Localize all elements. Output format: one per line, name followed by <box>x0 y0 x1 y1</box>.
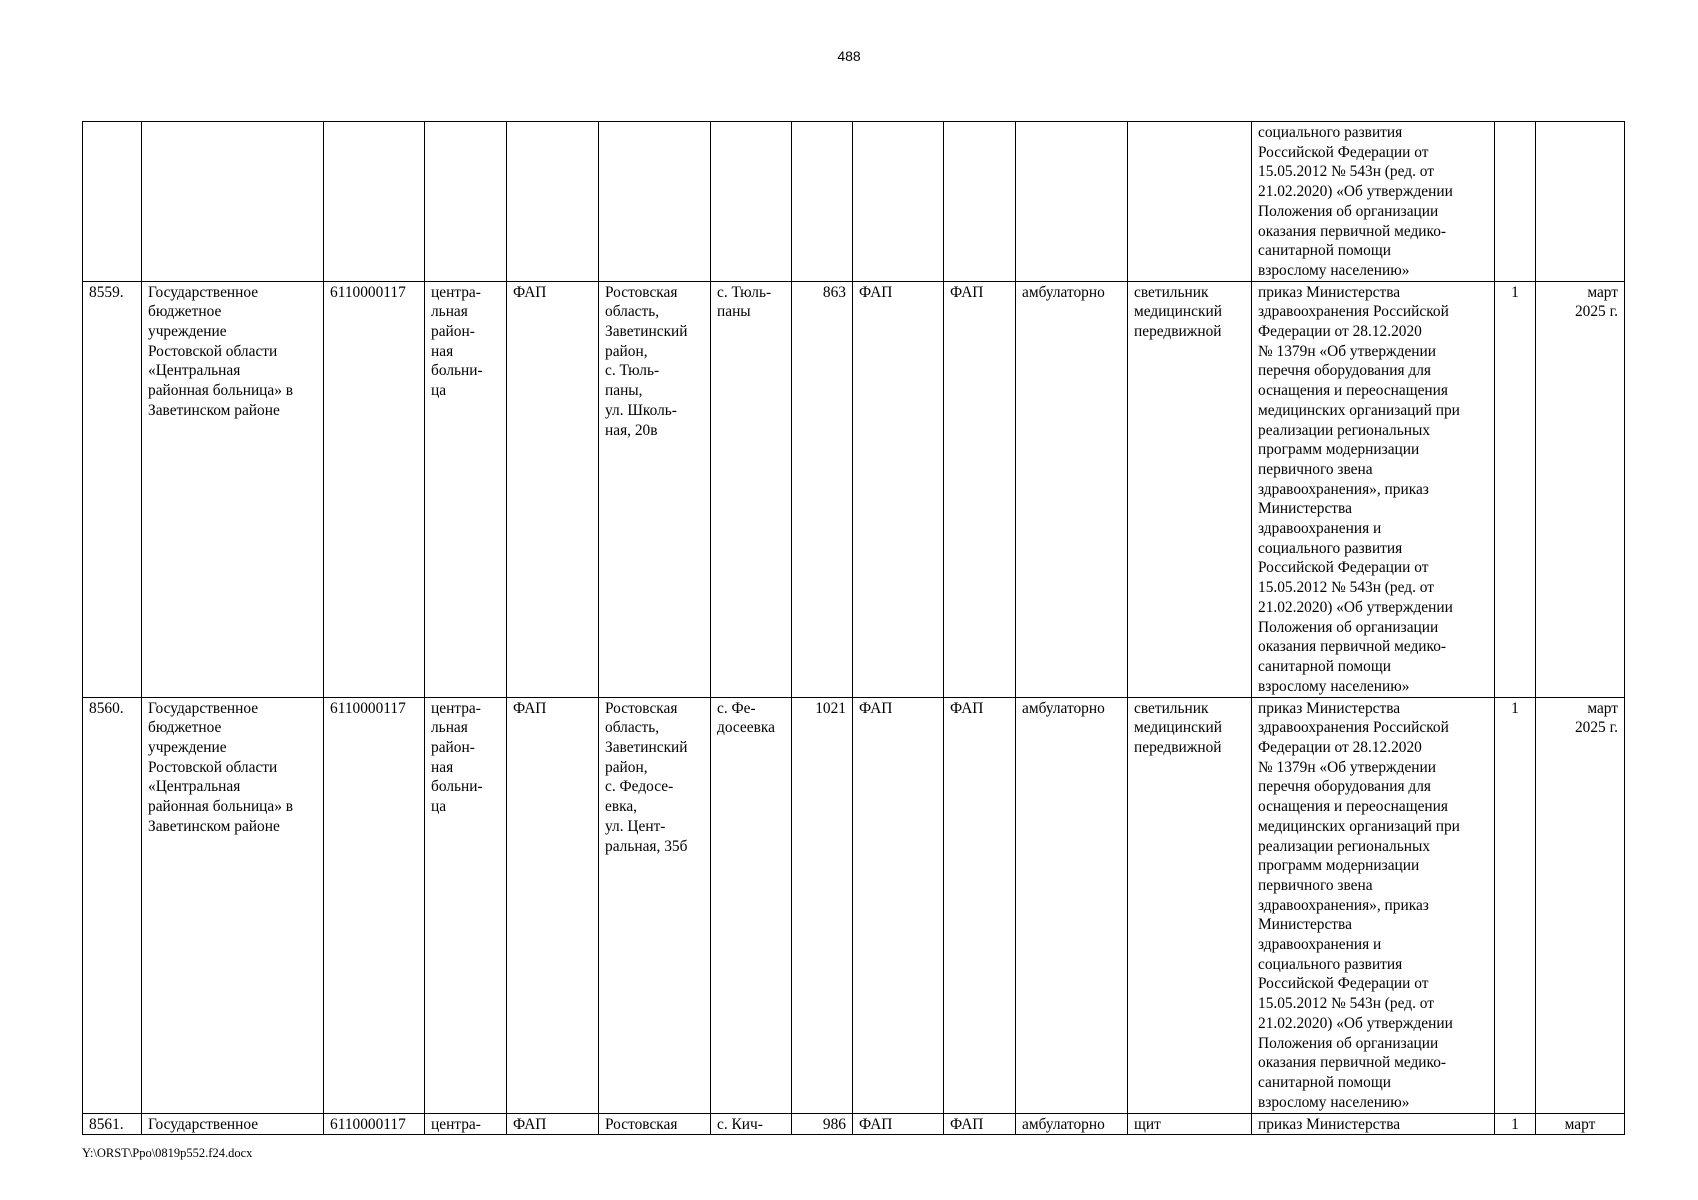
cell-row-number: 8559. <box>83 281 142 697</box>
cell-empty <box>324 122 425 282</box>
cell-empty <box>425 122 507 282</box>
cell-address: Ростовская <box>599 1113 711 1135</box>
cell-unit-2: ФАП <box>853 697 944 1113</box>
cell-care-type: амбулаторно <box>1016 697 1128 1113</box>
cell-org-type: центра- льная район- ная больни- ца <box>425 697 507 1113</box>
cell-unit: ФАП <box>507 697 599 1113</box>
cell-inn: 6110000117 <box>324 697 425 1113</box>
cell-empty <box>792 122 853 282</box>
cell-unit-3: ФАП <box>944 1113 1016 1135</box>
cell-equipment: щит <box>1128 1113 1252 1135</box>
table-row-continuation <box>83 122 1625 282</box>
cell-row-number: 8560. <box>83 697 142 1113</box>
cell-inn: 6110000117 <box>324 1113 425 1135</box>
cell-settlement: с. Тюль- паны <box>711 281 792 697</box>
cell-unit: ФАП <box>507 281 599 697</box>
cell-empty <box>853 122 944 282</box>
cell-legal-basis: приказ Министерства здравоохранения Российской Федерации от 28.12.2020 № 1379н «Об утверждении перечня оборудования для оснащения и переоснащения медицинских организаций при реализации региональных программ модернизации первичного звена здравоохранения», приказ Министерства здравоохранения и социального развития Российской Федерации от 15.05.2012 № 543н (ред. от 21.02.2020) «Об утверждении Положения об организации оказания первичной медико- санитарной помощи взрослому населению» <box>1252 281 1495 697</box>
cell-population: 986 <box>792 1113 853 1135</box>
cell-care-type: амбулаторно <box>1016 1113 1128 1135</box>
cell-address: Ростовская область, Заветинский район, с. Тюль- паны, ул. Школь- ная, 20в <box>599 281 711 697</box>
cell-empty <box>1536 122 1625 282</box>
cell-inn: 6110000117 <box>324 281 425 697</box>
cell-care-type: амбулаторно <box>1016 281 1128 697</box>
equipment-table <box>82 121 1625 1135</box>
cell-date: март <box>1536 1113 1625 1135</box>
cell-legal-basis: приказ Министерства здравоохранения Российской Федерации от 28.12.2020 № 1379н «Об утверждении перечня оборудования для оснащения и переоснащения медицинских организаций при реализации региональных программ модернизации первичного звена здравоохранения», приказ Министерства здравоохранения и социального развития Российской Федерации от 15.05.2012 № 543н (ред. от 21.02.2020) «Об утверждении Положения об организации оказания первичной медико- санитарной помощи взрослому населению» <box>1252 697 1495 1113</box>
cell-equipment: светильник медицинский передвижной <box>1128 697 1252 1113</box>
cell-settlement: с. Фе- досеевка <box>711 697 792 1113</box>
cell-organization: Государственное бюджетное учреждение Ростовской области «Центральная районная больница» в Заветинском районе <box>142 281 324 697</box>
cell-row-number: 8561. <box>83 1113 142 1135</box>
cell-empty <box>142 122 324 282</box>
cell-empty <box>599 122 711 282</box>
footer-file-path: Y:\ORST\Ppo\0819p552.f24.docx <box>82 1146 253 1160</box>
page-number: 488 <box>837 48 861 64</box>
cell-organization: Государственное <box>142 1113 324 1135</box>
cell-empty <box>1016 122 1128 282</box>
cell-empty <box>944 122 1016 282</box>
cell-org-type: центра- <box>425 1113 507 1135</box>
cell-organization: Государственное бюджетное учреждение Ростовской области «Центральная районная больница» в Заветинском районе <box>142 697 324 1113</box>
cell-date: март 2025 г. <box>1536 697 1625 1113</box>
cell-legal-basis: социального развития Российской Федерации от 15.05.2012 № 543н (ред. от 21.02.2020) «Об утверждении Положения об организации оказания первичной медико- санитарной помощи взрослому населению» <box>1252 122 1495 282</box>
cell-unit-3: ФАП <box>944 697 1016 1113</box>
cell-quantity: 1 <box>1495 281 1536 697</box>
cell-quantity: 1 <box>1495 697 1536 1113</box>
cell-date: март 2025 г. <box>1536 281 1625 697</box>
cell-unit-2: ФАП <box>853 1113 944 1135</box>
cell-org-type: центра- льная район- ная больни- ца <box>425 281 507 697</box>
cell-empty <box>1495 122 1536 282</box>
cell-unit: ФАП <box>507 1113 599 1135</box>
table-row <box>83 281 1625 697</box>
cell-empty <box>1128 122 1252 282</box>
cell-unit-2: ФАП <box>853 281 944 697</box>
table-row <box>83 697 1625 1113</box>
cell-settlement: с. Кич- <box>711 1113 792 1135</box>
cell-empty <box>711 122 792 282</box>
cell-quantity: 1 <box>1495 1113 1536 1135</box>
cell-equipment: светильник медицинский передвижной <box>1128 281 1252 697</box>
cell-population: 1021 <box>792 697 853 1113</box>
cell-address: Ростовская область, Заветинский район, с. Федосе- евка, ул. Цент- ральная, 35б <box>599 697 711 1113</box>
cell-empty <box>83 122 142 282</box>
cell-unit-3: ФАП <box>944 281 1016 697</box>
cell-population: 863 <box>792 281 853 697</box>
cell-legal-basis: приказ Министерства <box>1252 1113 1495 1135</box>
cell-empty <box>507 122 599 282</box>
table-row <box>83 1113 1625 1135</box>
